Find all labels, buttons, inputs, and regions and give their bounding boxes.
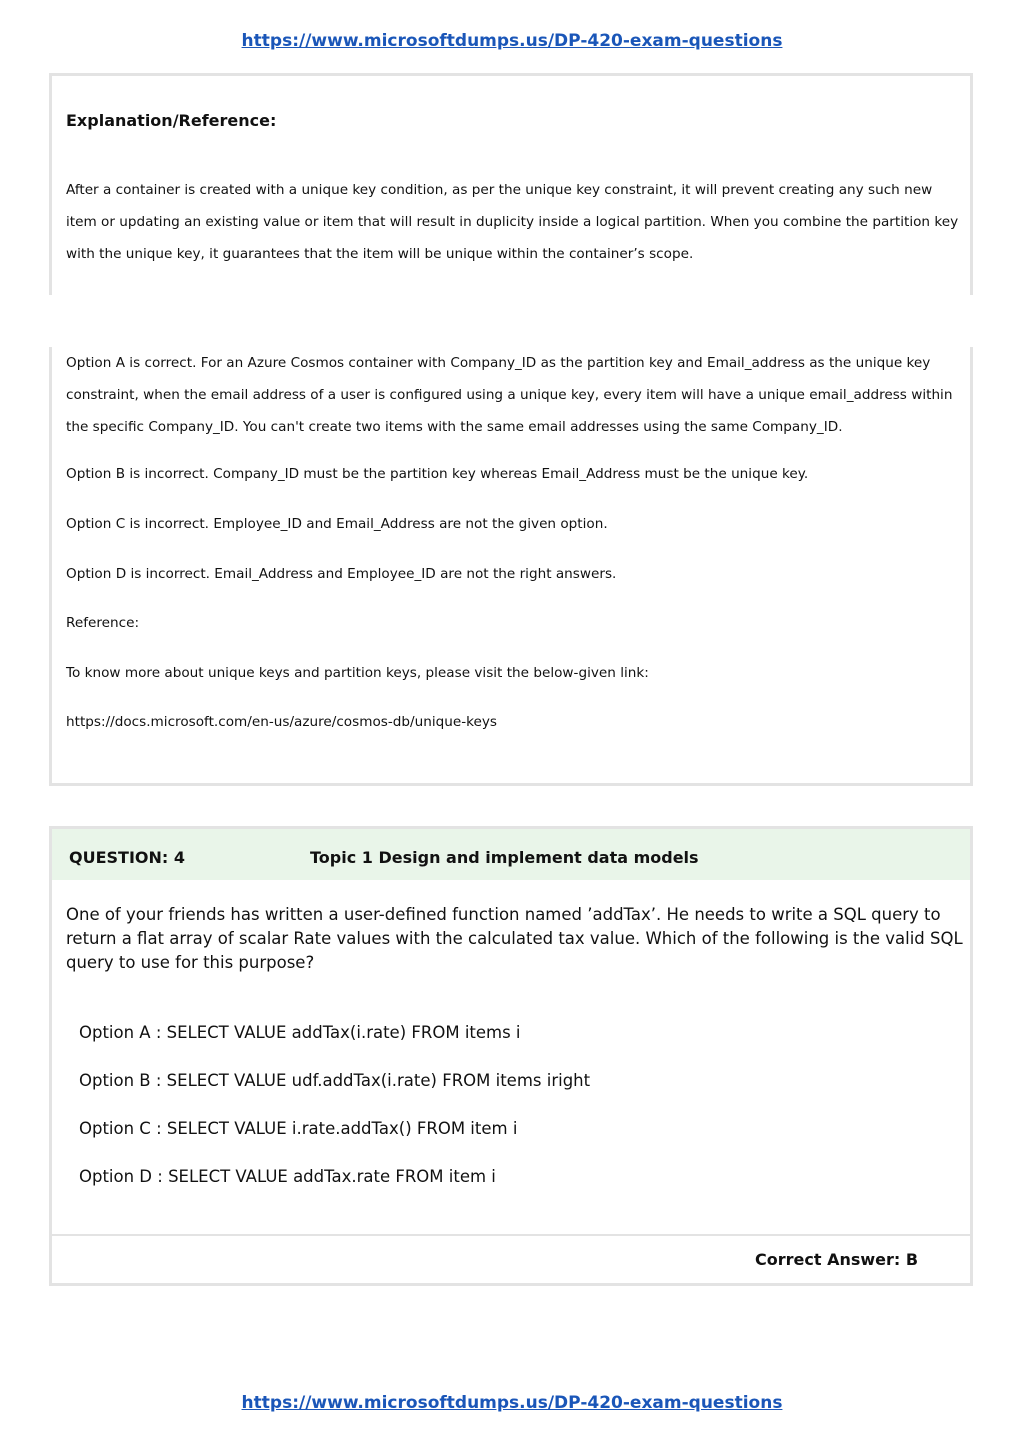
question-header — [52, 829, 970, 880]
option-c-explanation: Option C is incorrect. Employee_ID and Email_Address are not the given option. — [66, 516, 608, 532]
option-d-explanation: Option D is incorrect. Email_Address and Employee_ID are not the right answers. — [66, 566, 617, 582]
question-option-b: Option B : SELECT VALUE udf.addTax(i.rate) FROM items iright — [79, 1071, 591, 1090]
options-explanation-panel — [49, 347, 973, 786]
option-b-explanation: Option B is incorrect. Company_ID must be the partition key whereas Email_Address must be the unique key. — [66, 466, 809, 482]
question-topic: Topic 1 Design and implement data models — [310, 848, 699, 867]
footer-exam-link[interactable]: https://www.microsoftdumps.us/DP-420-exam-questions — [241, 1393, 783, 1413]
correct-answer: Correct Answer: B — [755, 1250, 919, 1269]
question-option-c: Option C : SELECT VALUE i.rate.addTax() FROM item i — [79, 1119, 518, 1138]
answer-divider — [52, 1234, 970, 1236]
question-number: QUESTION: 4 — [69, 848, 186, 867]
question-text: One of your friends has written a user-defined function named ’addTax’. He needs to write a SQL query to return a flat array of scalar Rate values with the calculated tax value. Which of the following is the valid SQL query to use for this purpose? — [66, 905, 963, 972]
reference-url[interactable]: https://docs.microsoft.com/en-us/azure/cosmos-db/unique-keys — [66, 714, 497, 730]
explanation-heading: Explanation/Reference: — [66, 111, 277, 130]
question-option-d: Option D : SELECT VALUE addTax.rate FROM item i — [79, 1167, 496, 1186]
explanation-paragraph: After a container is created with a unique key condition, as per the unique key constraint, it will prevent creating any such new item or updating an existing value or item that will result in duplicity inside a logical partition. When you combine the partition key with the unique key, it guarantees that the item will be unique within the container’s scope. — [66, 182, 959, 262]
explanation-panel — [49, 73, 973, 295]
question-option-a: Option A : SELECT VALUE addTax(i.rate) FROM items i — [79, 1023, 521, 1042]
question-panel — [49, 826, 973, 1286]
option-a-explanation: Option A is correct. For an Azure Cosmos container with Company_ID as the partition key and Email_address as the unique key constraint, when the email address of a user is configured using a unique key, every item will have a unique email_address within the specific Company_ID. You can't create two items with the same email addresses using the same Company_ID. — [66, 355, 953, 435]
header-exam-link[interactable]: https://www.microsoftdumps.us/DP-420-exam-questions — [241, 31, 783, 51]
reference-intro: To know more about unique keys and partition keys, please visit the below-given link: — [66, 665, 649, 681]
reference-label: Reference: — [66, 615, 140, 631]
